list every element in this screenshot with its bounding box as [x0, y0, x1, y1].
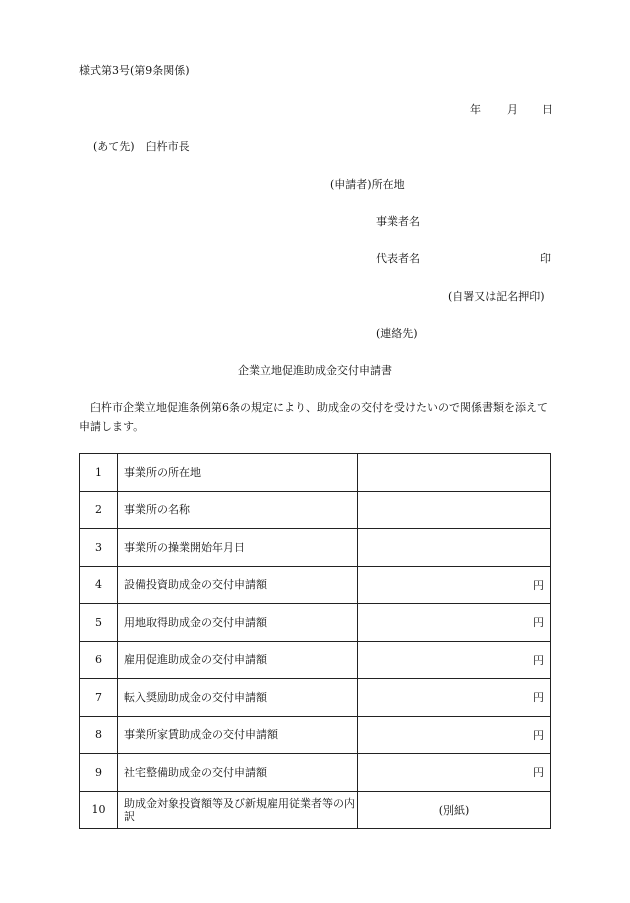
item-value-field[interactable]: 円: [358, 679, 551, 717]
form-number: 様式第3号(第9条関係): [79, 64, 190, 77]
table-row: [80, 716, 551, 754]
item-label: 雇用促進助成金の交付申請額: [118, 641, 358, 679]
item-value-field[interactable]: 円: [358, 566, 551, 604]
item-label: 社宅整備助成金の交付申請額: [118, 754, 358, 792]
addressee: (あて先) 臼杵市長: [93, 140, 190, 153]
item-value-field[interactable]: (別紙): [358, 791, 551, 829]
body-text: 臼杵市企業立地促進条例第6条の規定により、助成金の交付を受けたいので関係書類を添えて申請します。: [79, 401, 548, 433]
table-row: [80, 604, 551, 642]
item-value-field[interactable]: [358, 454, 551, 492]
item-label: 転入奨励助成金の交付申請額: [118, 679, 358, 717]
business-name-label: 事業者名: [376, 215, 420, 228]
table-row: [80, 754, 551, 792]
item-value-field[interactable]: 円: [358, 604, 551, 642]
table-row: [80, 641, 551, 679]
date-year-label: 年: [470, 103, 481, 116]
signature-note: (自署又は記名押印): [448, 290, 545, 303]
item-number: 1: [80, 454, 118, 492]
item-value-field[interactable]: 円: [358, 641, 551, 679]
item-number: 3: [80, 529, 118, 567]
item-value-field[interactable]: 円: [358, 754, 551, 792]
item-number: 9: [80, 754, 118, 792]
item-number: 7: [80, 679, 118, 717]
document-title: 企業立地促進助成金交付申請書: [238, 364, 392, 377]
item-number: 4: [80, 566, 118, 604]
item-label: 用地取得助成金の交付申請額: [118, 604, 358, 642]
item-value-field[interactable]: 円: [358, 716, 551, 754]
application-items-table: [79, 453, 551, 829]
item-label: 事業所家賃助成金の交付申請額: [118, 716, 358, 754]
contact-label: (連絡先): [376, 327, 418, 340]
representative-label: 代表者名: [376, 252, 420, 265]
date-month-label: 月: [507, 103, 518, 116]
table-row: [80, 791, 551, 829]
item-number: 8: [80, 716, 118, 754]
item-label: 助成金対象投資額等及び新規雇用従業者等の内訳: [118, 791, 358, 829]
table-row: [80, 679, 551, 717]
table-row: [80, 491, 551, 529]
table-row: [80, 529, 551, 567]
item-label: 事業所の名称: [118, 491, 358, 529]
table-row: [80, 454, 551, 492]
item-value-field[interactable]: [358, 491, 551, 529]
item-number: 6: [80, 641, 118, 679]
item-label: 設備投資助成金の交付申請額: [118, 566, 358, 604]
seal-mark: 印: [540, 252, 551, 265]
item-number: 10: [80, 791, 118, 829]
item-value-field[interactable]: [358, 529, 551, 567]
item-label: 事業所の操業開始年月日: [118, 529, 358, 567]
applicant-address-label: (申請者)所在地: [330, 178, 405, 191]
item-number: 2: [80, 491, 118, 529]
item-label: 事業所の所在地: [118, 454, 358, 492]
item-number: 5: [80, 604, 118, 642]
date-day-label: 日: [542, 103, 553, 116]
table-row: [80, 566, 551, 604]
